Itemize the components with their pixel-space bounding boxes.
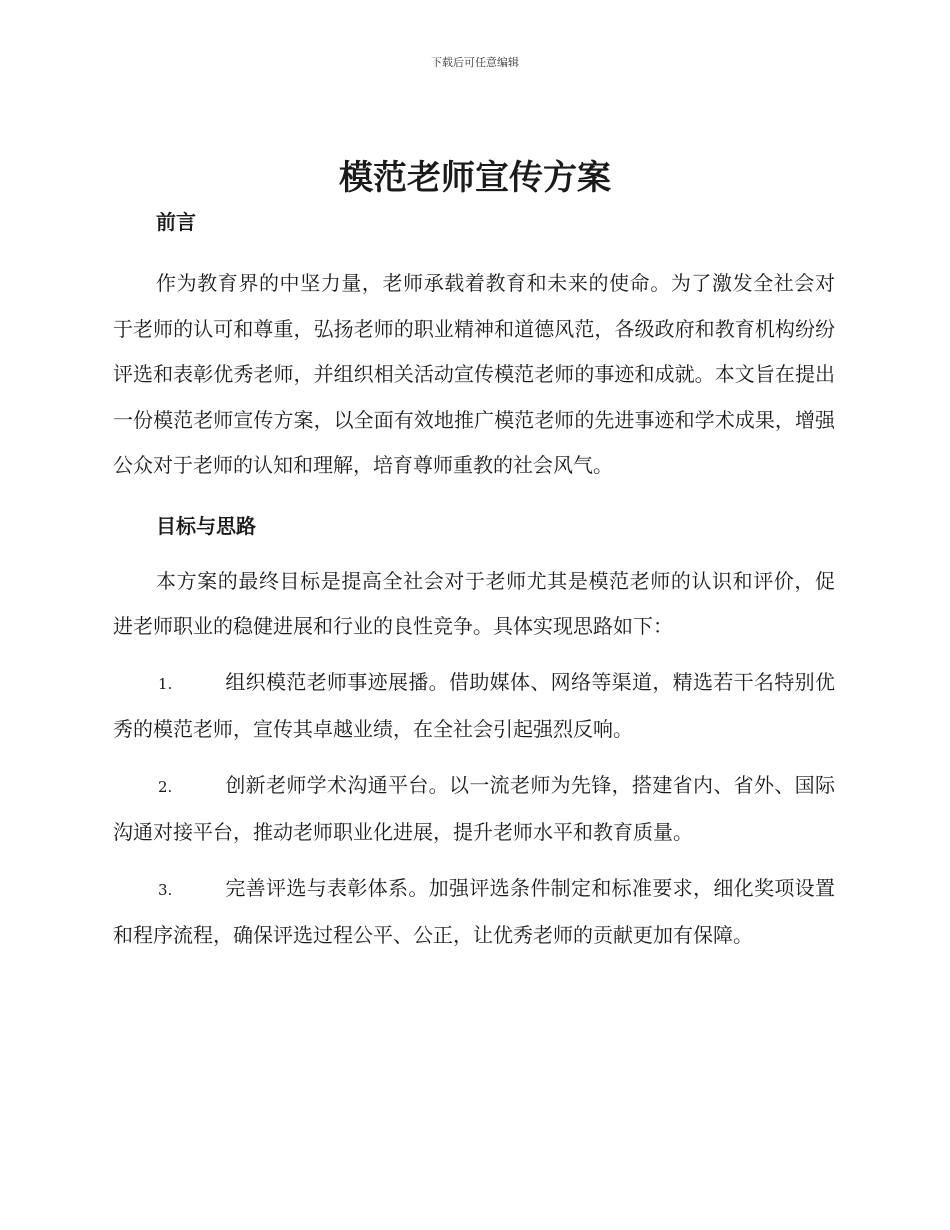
list-item-text: 组织模范老师事迹展播。借助媒体、网络等渠道，精选若干名特别优秀的模范老师，宣传其卓越业绩，在全社会引起强烈反响。 [113, 669, 835, 741]
list-item [113, 866, 835, 959]
preface-paragraph: 作为教育界的中坚力量，老师承载着教育和未来的使命。为了激发全社会对于老师的认可和尊重，弘扬老师的职业精神和道德风范，各级政府和教育机构纷纷评选和表彰优秀老师，并组织相关活动宣传模范老师的事迹和成就。本文旨在提出一份模范老师宣传方案，以全面有效地推广模范老师的先进事迹和学术成果，增强公众对于老师的认知和理解，培育尊师重教的社会风气。 [113, 271, 835, 477]
list-item-text: 创新老师学术沟通平台。以一流老师为先锋，搭建省内、省外、国际沟通对接平台，推动老师职业化进展，提升老师水平和教育质量。 [113, 772, 835, 844]
list-item-text: 完善评选与表彰体系。加强评选条件制定和标准要求，细化奖项设置和程序流程，确保评选过程公平、公正，让优秀老师的贡献更加有保障。 [113, 875, 835, 947]
section-heading-goals: 目标与思路 [156, 513, 256, 538]
document-body [113, 203, 835, 959]
list-item-number: 2. [158, 777, 173, 796]
list-item-number: 1. [158, 674, 173, 693]
list-item [113, 660, 835, 753]
list-item-number: 3. [158, 880, 173, 899]
header-note: 下载后可任意编辑 [431, 56, 519, 69]
section-heading-preface: 前言 [156, 210, 196, 234]
goals-paragraph: 本方案的最终目标是提高全社会对于老师尤其是模范老师的认识和评价，促进老师职业的稳健进展和行业的良性竞争。具体实现思路如下： [113, 568, 835, 638]
list-item [113, 763, 835, 856]
document-title: 模范老师宣传方案 [339, 158, 611, 198]
